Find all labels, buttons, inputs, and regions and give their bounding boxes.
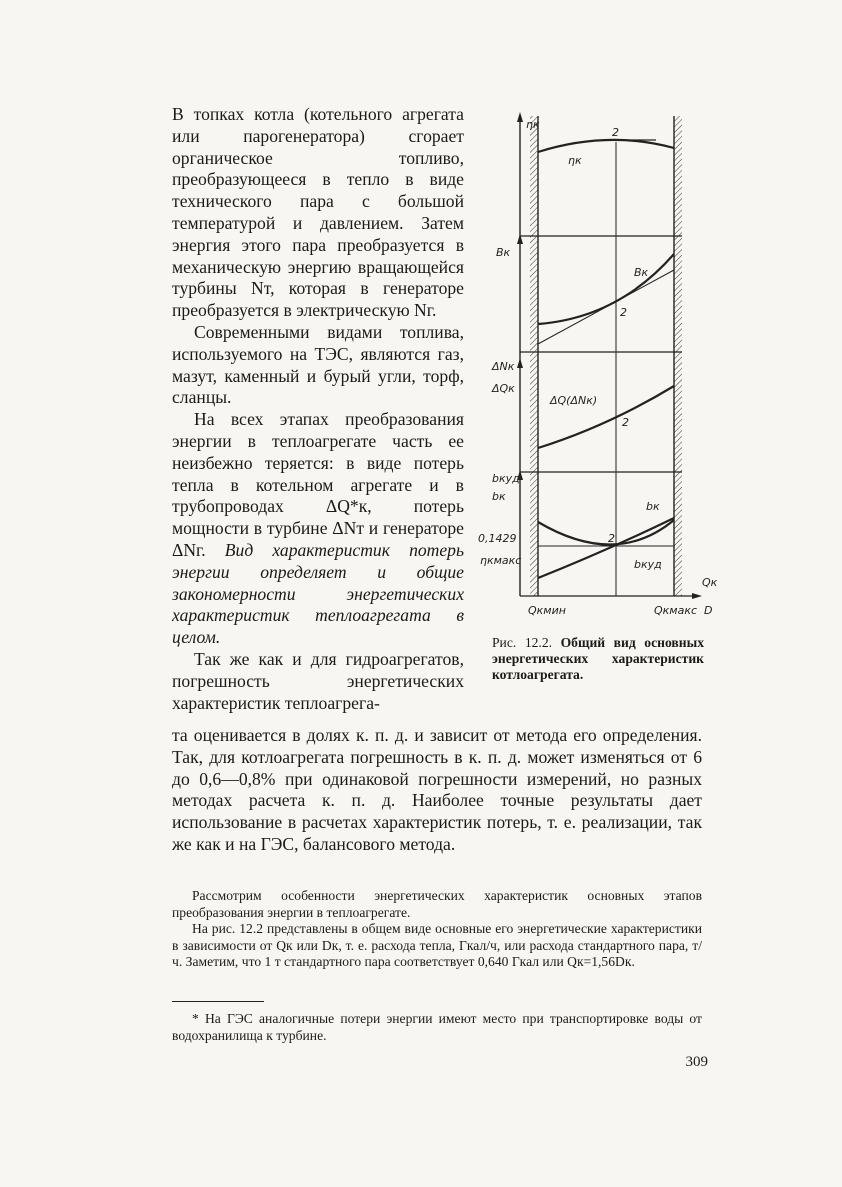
caption-text: Общий вид основных энергетических характеристик котлоагрегата. [492,635,704,683]
label-eta-max: ηкмакс [480,554,522,567]
bk-curve [538,520,674,545]
small-print-text [172,888,702,971]
label-bud-curve: bкуд [634,558,662,571]
label-eta-curve: ηк [568,154,582,167]
right-boundary-hatch [674,116,682,596]
label-two-eta: 2 [612,126,619,139]
paragraph-3 [172,409,464,649]
label-dq-curve: ΔQ(ΔNк) [550,394,598,407]
energy-characteristics-diagram [478,108,718,628]
label-b-axis: Bк [496,246,511,259]
eta-axis-arrow [517,112,523,122]
b-curve [538,254,674,324]
paragraph-4-continuation: та оценивается в долях к. п. д. и зависит от метода его определения. Так, для котлоагрегата погрешность в к. п. д. может изменяться от 6 до 0,6—0,8% при одинаковой погрешности измерений, но разных методах расчета к. п. д. Наиболее точные результаты дает использование в расчетах характеристик потерь, т. е. реализации, так же как и на ГЭС, балансового метода. [172,725,702,854]
full-width-text [172,725,702,856]
label-bud-axis: bкуд [492,472,520,485]
label-qmin: Qкмин [528,604,566,617]
footnote-rule [172,1001,264,1002]
left-boundary-hatch [530,116,538,596]
label-qmax: Qкмакс [654,604,698,617]
paragraph-3-italic: Вид характеристик потерь энергии определяет и общие закономерности энергетических характеристик теплоагрегата в целом. [172,539,464,648]
dn-axis-arrow [517,358,523,368]
label-0-1429: 0,1429 [478,532,517,545]
left-column-text [172,104,464,714]
small-paragraph-2: На рис. 12.2 представлены в общем виде основные его энергетические характеристики в зависимости от Qк или Dк, т. е. расхода тепла, Гкал/ч, или расхода стандартного пара, т/ч. Заметим, что 1 т стандартного пара соответствует 0,640 Гкал или Qк=1,56Dк. [172,921,702,970]
b-tangent [538,270,674,344]
label-eta-axis: ηк [526,118,540,131]
label-two-dq: 2 [622,416,629,429]
label-qk-axis: Qк [702,576,718,589]
x-axis-arrow [692,593,702,599]
label-two-b: 2 [620,306,627,319]
footnote: * На ГЭС аналогичные потери энергии имеют место при транспортировке воды от водохранилища к турбине. [172,1011,702,1043]
page-number: 309 [685,1054,708,1070]
caption-prefix: Рис. 12.2. [492,635,553,650]
label-bk-axis: bк [492,490,506,503]
figure-12-2 [478,108,718,628]
label-bk-curve: bк [646,500,660,513]
label-two-bk: 2 [608,532,615,545]
label-dq-axis: ΔQк [492,382,515,395]
paragraph-3-regular: На всех этапах преобразования энергии в теплоагрегате часть ее неизбежно теряется: в виде потерь тепла в котельном агрегате и в трубопроводах ΔQ*к, потерь мощности в турбине ΔNт и генераторе ΔNг. [172,409,464,560]
paragraph-1: В топках котла (котельного агрегата или парогенератора) сгорает органическое топливо, преобразующееся в тепло в виде технического пара с большой температурой и давлением. Затем энергия этого пара преобразуется в механическую энергию вращающейся турбины Nт, которая в генераторе преобразуется в электрическую Nг. [172,104,464,321]
label-d: D [704,604,713,617]
figure-caption [492,635,704,684]
paragraph-2: Современными видами топлива, используемого на ТЭС, являются газ, мазут, каменный и бурый угли, торф, сланцы. [172,321,464,408]
paragraph-4-start: Так же как и для гидроагрегатов, погрешность энергетических характеристик теплоагрега- [172,648,464,713]
label-b-curve: Bк [634,266,649,279]
eta-curve [538,140,674,152]
small-paragraph-1: Рассмотрим особенности энергетических характеристик основных этапов преобразования энергии в теплоагрегате. [172,888,702,920]
label-dn-axis: ΔNк [492,360,515,373]
